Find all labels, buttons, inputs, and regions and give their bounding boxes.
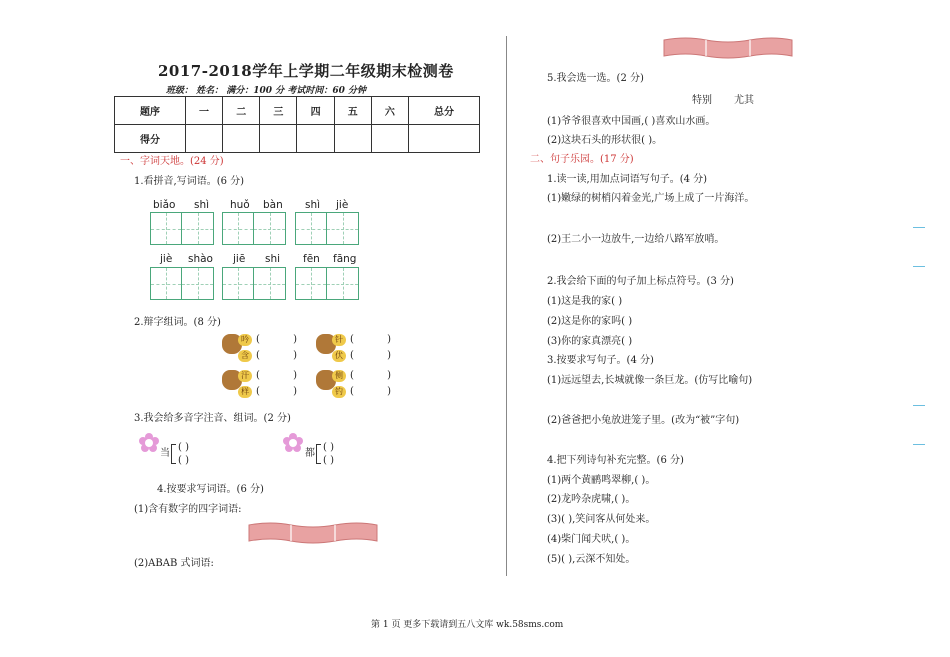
paren: ) xyxy=(289,370,297,381)
pinyin-label: shi xyxy=(265,253,281,265)
question-text: (1)含有数字的四字词语: xyxy=(134,504,242,515)
pinyin-label: fāng xyxy=(333,253,357,265)
ribbon-banner xyxy=(662,36,794,60)
section-heading: 二、句子乐园。(17 分) xyxy=(530,154,634,165)
paren: ) xyxy=(289,334,297,345)
poly-char: 都 xyxy=(305,448,315,459)
paren: ( xyxy=(350,370,354,381)
char-badge: 汗 xyxy=(238,370,252,382)
score-header-cell: 总分 xyxy=(409,97,480,125)
writing-grid[interactable] xyxy=(150,212,214,245)
answer-blank[interactable] xyxy=(350,334,391,346)
writing-grid[interactable] xyxy=(295,212,359,245)
paren: ( xyxy=(350,334,354,345)
score-cell[interactable] xyxy=(409,125,480,153)
question-text: 3.我会给多音字注音、组词。(2 分) xyxy=(134,413,291,424)
pinyin-label: shì xyxy=(305,199,321,211)
option-word: 特别 xyxy=(692,95,712,106)
answer-blank[interactable]: ( ) xyxy=(178,442,189,453)
question-text: (2)ABAB 式词语: xyxy=(134,558,214,569)
brace xyxy=(171,444,176,464)
flower-icon xyxy=(283,433,303,453)
paren: ) xyxy=(289,350,297,361)
score-header-cell: 六 xyxy=(371,97,408,125)
question-text: (4)柴门闻犬吠,( )。 xyxy=(547,534,636,545)
pinyin-label: jiè xyxy=(336,199,349,211)
answer-blank[interactable]: ( ) xyxy=(323,455,334,466)
page-footer: 第 1 页 更多下载请到五八文库 wk.58sms.com xyxy=(371,620,564,630)
paren: ) xyxy=(383,370,391,381)
char-badge: 钓 xyxy=(332,386,346,398)
score-header-cell: 四 xyxy=(297,97,334,125)
pinyin-label: fēn xyxy=(303,253,320,265)
question-text: 4.把下列诗句补充完整。(6 分) xyxy=(547,455,684,466)
paren: ( xyxy=(256,386,260,397)
page-title: 2017-2018学年上学期二年级期末检测卷 xyxy=(158,62,454,80)
answer-blank[interactable] xyxy=(350,386,391,398)
paren: ) xyxy=(383,350,391,361)
paren: ( xyxy=(256,350,260,361)
question-text: (3)你的家真漂亮( ) xyxy=(547,336,633,347)
writing-grid[interactable] xyxy=(222,267,286,300)
paren: ) xyxy=(383,386,391,397)
answer-blank[interactable] xyxy=(256,370,297,382)
writing-grid[interactable] xyxy=(295,267,359,300)
score-cell[interactable] xyxy=(260,125,297,153)
paren: ) xyxy=(383,334,391,345)
margin-mark xyxy=(913,266,925,267)
paren: ( xyxy=(256,370,260,381)
pinyin-label: jiè xyxy=(160,253,173,265)
question-text: 1.读一读,用加点词语写句子。(4 分) xyxy=(547,174,708,185)
paren: ( xyxy=(350,350,354,361)
question-text: 4.按要求写词语。(6 分) xyxy=(157,484,264,495)
score-header-cell: 题序 xyxy=(115,97,186,125)
question-text: (2)王二小一边放牛,一边给八路军放哨。 xyxy=(547,234,725,245)
pinyin-label: shì xyxy=(194,199,210,211)
char-badge: 伏 xyxy=(332,350,346,362)
answer-blank[interactable] xyxy=(350,370,391,382)
paren: ) xyxy=(289,386,297,397)
question-text: (2)这是你的家吗( ) xyxy=(547,316,633,327)
score-table-score-row xyxy=(115,125,480,153)
question-text: (1)嫩绿的树梢闪着金光,广场上成了一片海洋。 xyxy=(547,193,755,204)
score-header-cell: 一 xyxy=(185,97,222,125)
question-text: (1)两个黄鹂鸣翠柳,( )。 xyxy=(547,475,656,486)
paren: ( xyxy=(350,386,354,397)
answer-blank[interactable] xyxy=(256,350,297,362)
score-cell[interactable] xyxy=(223,125,260,153)
char-badge: 针 xyxy=(332,334,346,346)
question-text: (2)这块石头的形状很( )。 xyxy=(547,135,663,146)
answer-blank[interactable] xyxy=(256,386,297,398)
score-cell[interactable] xyxy=(185,125,222,153)
question-text: (5)( ),云深不知处。 xyxy=(547,554,636,565)
question-text: 2.我会给下面的句子加上标点符号。(3 分) xyxy=(547,276,734,287)
pinyin-label: bàn xyxy=(263,199,283,211)
answer-blank[interactable] xyxy=(256,334,297,346)
writing-grid[interactable] xyxy=(222,212,286,245)
question-text: 1.看拼音,写词语。(6 分) xyxy=(134,176,245,187)
pinyin-label: jiē xyxy=(233,253,246,265)
score-table-header-row xyxy=(115,97,480,125)
score-header-cell: 五 xyxy=(334,97,371,125)
score-header-cell: 三 xyxy=(260,97,297,125)
writing-grid[interactable] xyxy=(150,267,214,300)
question-text: (2)龙吟杂虎啸,( )。 xyxy=(547,494,636,505)
answer-blank[interactable]: ( ) xyxy=(323,442,334,453)
char-badge: 吟 xyxy=(238,334,252,346)
question-text: 5.我会选一选。(2 分) xyxy=(547,73,644,84)
poly-char: 当 xyxy=(160,448,170,459)
char-badge: 样 xyxy=(238,386,252,398)
margin-mark xyxy=(913,444,925,445)
char-badge: 侧 xyxy=(332,370,346,382)
char-badge: 含 xyxy=(238,350,252,362)
margin-mark xyxy=(913,405,925,406)
question-text: (1)远远望去,长城就像一条巨龙。(仿写比喻句) xyxy=(547,375,753,386)
column-divider xyxy=(506,36,507,576)
paren: ( xyxy=(256,334,260,345)
pinyin-label: biǎo xyxy=(153,199,176,211)
score-cell[interactable] xyxy=(297,125,334,153)
question-text: (2)爸爸把小兔放进笼子里。(改为“被”字句) xyxy=(547,415,740,426)
ribbon-banner xyxy=(247,521,379,545)
flower-icon xyxy=(139,433,159,453)
question-text: (1)爷爷很喜欢中国画,( )喜欢山水画。 xyxy=(547,116,716,127)
score-header-cell: 二 xyxy=(223,97,260,125)
score-row-label: 得分 xyxy=(115,125,186,153)
question-text: 3.按要求写句子。(4 分) xyxy=(547,355,654,366)
answer-blank[interactable]: ( ) xyxy=(178,455,189,466)
pinyin-label: huǒ xyxy=(230,199,250,211)
option-word: 尤其 xyxy=(734,95,754,106)
score-cell[interactable] xyxy=(334,125,371,153)
brace xyxy=(316,444,321,464)
margin-mark xyxy=(913,227,925,228)
question-text: 2.辩字组词。(8 分) xyxy=(134,317,221,328)
section-heading: 一、字词天地。(24 分) xyxy=(120,156,224,167)
answer-blank[interactable] xyxy=(350,350,391,362)
question-text: (3)( ),笑问客从何处来。 xyxy=(547,514,656,525)
score-cell[interactable] xyxy=(371,125,408,153)
score-table xyxy=(114,96,480,153)
exam-info: 班级： 姓名： 满分：100 分 考试时间：60 分钟 xyxy=(166,86,366,96)
question-text: (1)这是我的家( ) xyxy=(547,296,623,307)
pinyin-label: shào xyxy=(188,253,213,265)
